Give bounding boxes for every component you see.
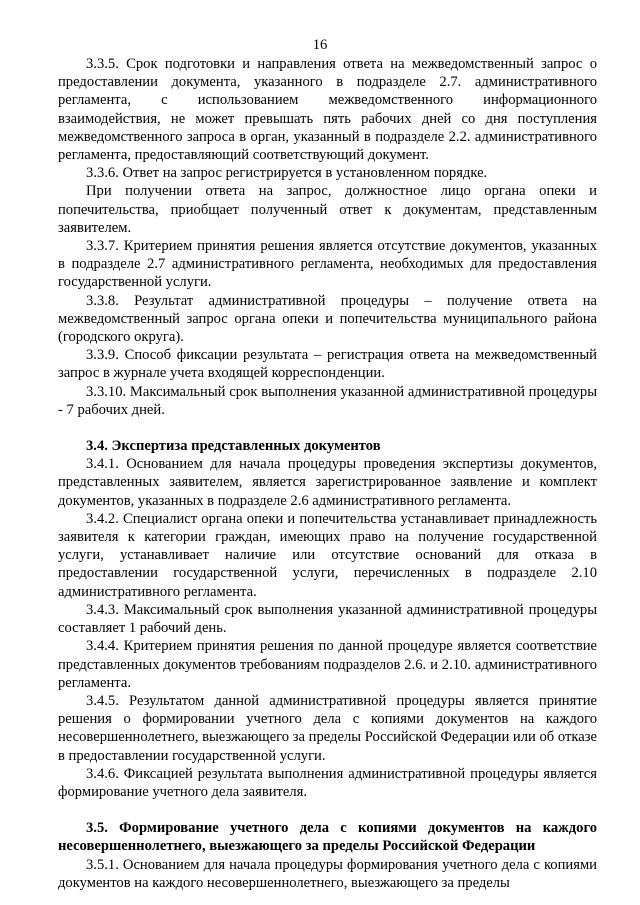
paragraph-3-4-3: 3.4.3. Максимальный срок выполнения указанной административной процедуры составляет 1 рабочий день. xyxy=(58,601,597,637)
paragraph-3-3-5: 3.3.5. Срок подготовки и направления ответа на межведомственный запрос о предоставлении документа, указанного в подразделе 2.7. административного регламента, с использованием межведомственного информационного взаимодействия, не может превышать пять рабочих дней со дня поступления межведомственного запроса в орган, указанный в подразделе 2.2. административного регламента, предоставляющий соответствующий документ. xyxy=(58,56,597,164)
paragraph-3-5-1: 3.5.1. Основанием для начала процедуры формирования учетного дела с копиями документов на каждого несовершеннолетнего, выезжающего за пределы xyxy=(58,856,597,891)
section-heading-3-4: 3.4. Экспертиза представленных документов xyxy=(86,438,381,455)
paragraph-3-3-7: 3.3.7. Критерием принятия решения является отсутствие документов, указанных в подразделе 2.7 административного регламента, необходимых для предоставления государственной услуги. xyxy=(58,238,597,291)
paragraph-3-4-4: 3.4.4. Критерием принятия решения по данной процедуре является соответствие представленных документов требованиям подразделов 2.6. и 2.10. административного регламента. xyxy=(58,638,597,691)
paragraph-3-4-2: 3.4.2. Специалист органа опеки и попечительства устанавливает принадлежность заявителя к категории граждан, имеющих право на получение государственной услуги, устанавливает наличие или отсутствие оснований для отказа в предоставлении государственной услуги, перечисленных в подразделе 2.10 административного регламента. xyxy=(58,510,597,600)
paragraph-answer-received: При получении ответа на запрос, должностное лицо органа опеки и попечительства, приобщает полученный ответ к документам, представленным заявителем. xyxy=(58,183,597,236)
paragraph-3-4-5: 3.4.5. Результатом данной административной процедуры является принятие решения о формировании учетного дела с копиями документов на каждого несовершеннолетнего, выезжающего за пределы Российской Федерации или об отказе в предоставлении государственной услуги. xyxy=(58,692,597,764)
paragraph-3-3-9: 3.3.9. Способ фиксации результата – регистрация ответа на межведомственный запрос в журнале учета входящей корреспонденции. xyxy=(58,347,597,382)
section-gap xyxy=(58,801,597,819)
paragraph-3-4-1: 3.4.1. Основанием для начала процедуры проведения экспертизы документов, представленных заявителем, является зарегистрированное заявление и комплект документов, указанных в подразделе 2.6 административного регламента. xyxy=(58,456,597,509)
paragraph-3-3-6: 3.3.6. Ответ на запрос регистрируется в установленном порядке. xyxy=(86,165,488,182)
paragraph-3-3-8: 3.3.8. Результат административной процедуры – получение ответа на межведомственный запрос органа опеки и попечительства муниципального района (городского округа). xyxy=(58,292,597,346)
paragraph-3-3-10: 3.3.10. Максимальный срок выполнения указанной административной процедуры - 7 рабочих дней. xyxy=(58,383,597,418)
page-number: 16 xyxy=(312,37,328,53)
paragraph-3-4-6: 3.4.6. Фиксацией результата выполнения административной процедуры является формирование учетного дела заявителя. xyxy=(58,765,597,800)
document-body xyxy=(58,55,597,892)
section-heading-3-5: 3.5. Формирование учетного дела с копиями документов на каждого несовершеннолетнего, выезжающего за пределы Российской Федерации xyxy=(58,820,597,855)
section-gap xyxy=(58,419,597,437)
